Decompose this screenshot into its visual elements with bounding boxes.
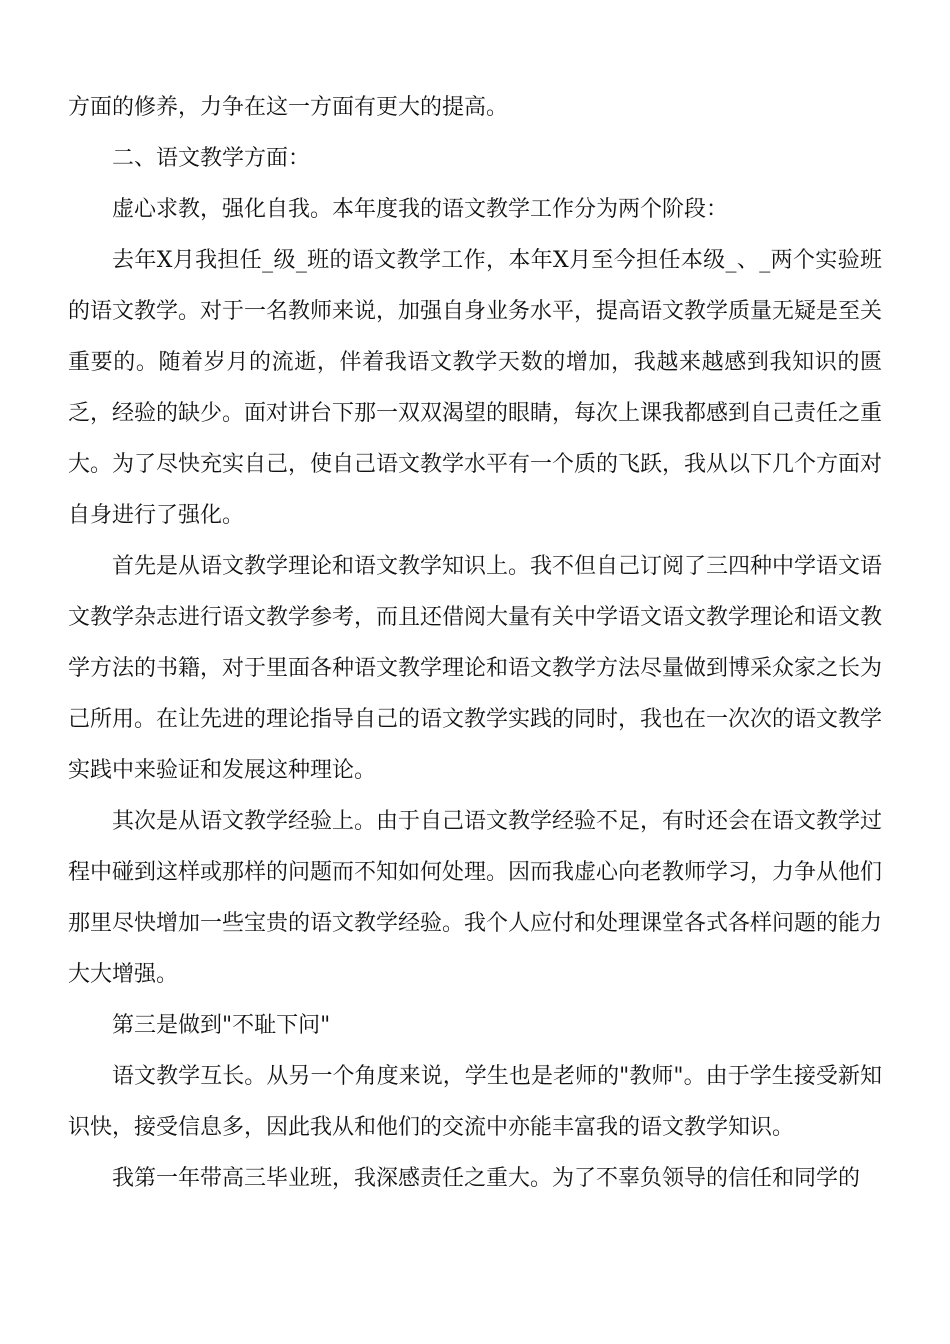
paragraph-7: 第三是做到"不耻下问" (112, 1013, 331, 1038)
paragraph-3: 虚心求教，强化自我。本年度我的语文教学工作分为两个阶段： (112, 197, 729, 222)
paragraph-9: 我第一年带高三毕业班，我深感责任之重大。为了不辜负领导的信任和同学的 (112, 1166, 861, 1191)
paragraph-4: 去年X月我担任_级_班的语文教学工作，本年X月至今担任本级_、_两个实验班的语文教学。对于一名教师来说，加强自身业务水平，提高语文教学质量无疑是至关重要的。随着岁月的流逝，伴着我语文教学天数的增加，我越来越感到我知识的匮乏，经验的缺少。面对讲台下那一双双渴望的眼睛，每次上课我都感到自己责任之重大。为了尽快充实自己，使自己语文教学水平有一个质的飞跃，我从以下几个方面对自身进行了强化。 (68, 248, 883, 528)
document-body (68, 82, 882, 1204)
paragraph-8: 语文教学互长。从另一个角度来说，学生也是老师的"教师"。由于学生接受新知识快，接受信息多，因此我从和他们的交流中亦能丰富我的语文教学知识。 (68, 1064, 882, 1140)
paragraph-6: 其次是从语文教学经验上。由于自己语文教学经验不足，有时还会在语文教学过程中碰到这样或那样的问题而不知如何处理。因而我虚心向老教师学习，力争从他们那里尽快增加一些宝贵的语文教学经验。我个人应付和处理课堂各式各样问题的能力大大增强。 (68, 809, 883, 987)
paragraph-1: 方面的修养，力争在这一方面有更大的提高。 (68, 95, 509, 120)
section-heading: 二、语文教学方面： (112, 146, 311, 171)
paragraph-5: 首先是从语文教学理论和语文教学知识上。我不但自己订阅了三四种中学语文语文教学杂志进行语文教学参考，而且还借阅大量有关中学语文语文教学理论和语文教学方法的书籍，对于里面各种语文教学理论和语文教学方法尽量做到博采众家之长为己所用。在让先进的理论指导自己的语文教学实践的同时，我也在一次次的语文教学实践中来验证和发展这种理论。 (68, 554, 883, 783)
